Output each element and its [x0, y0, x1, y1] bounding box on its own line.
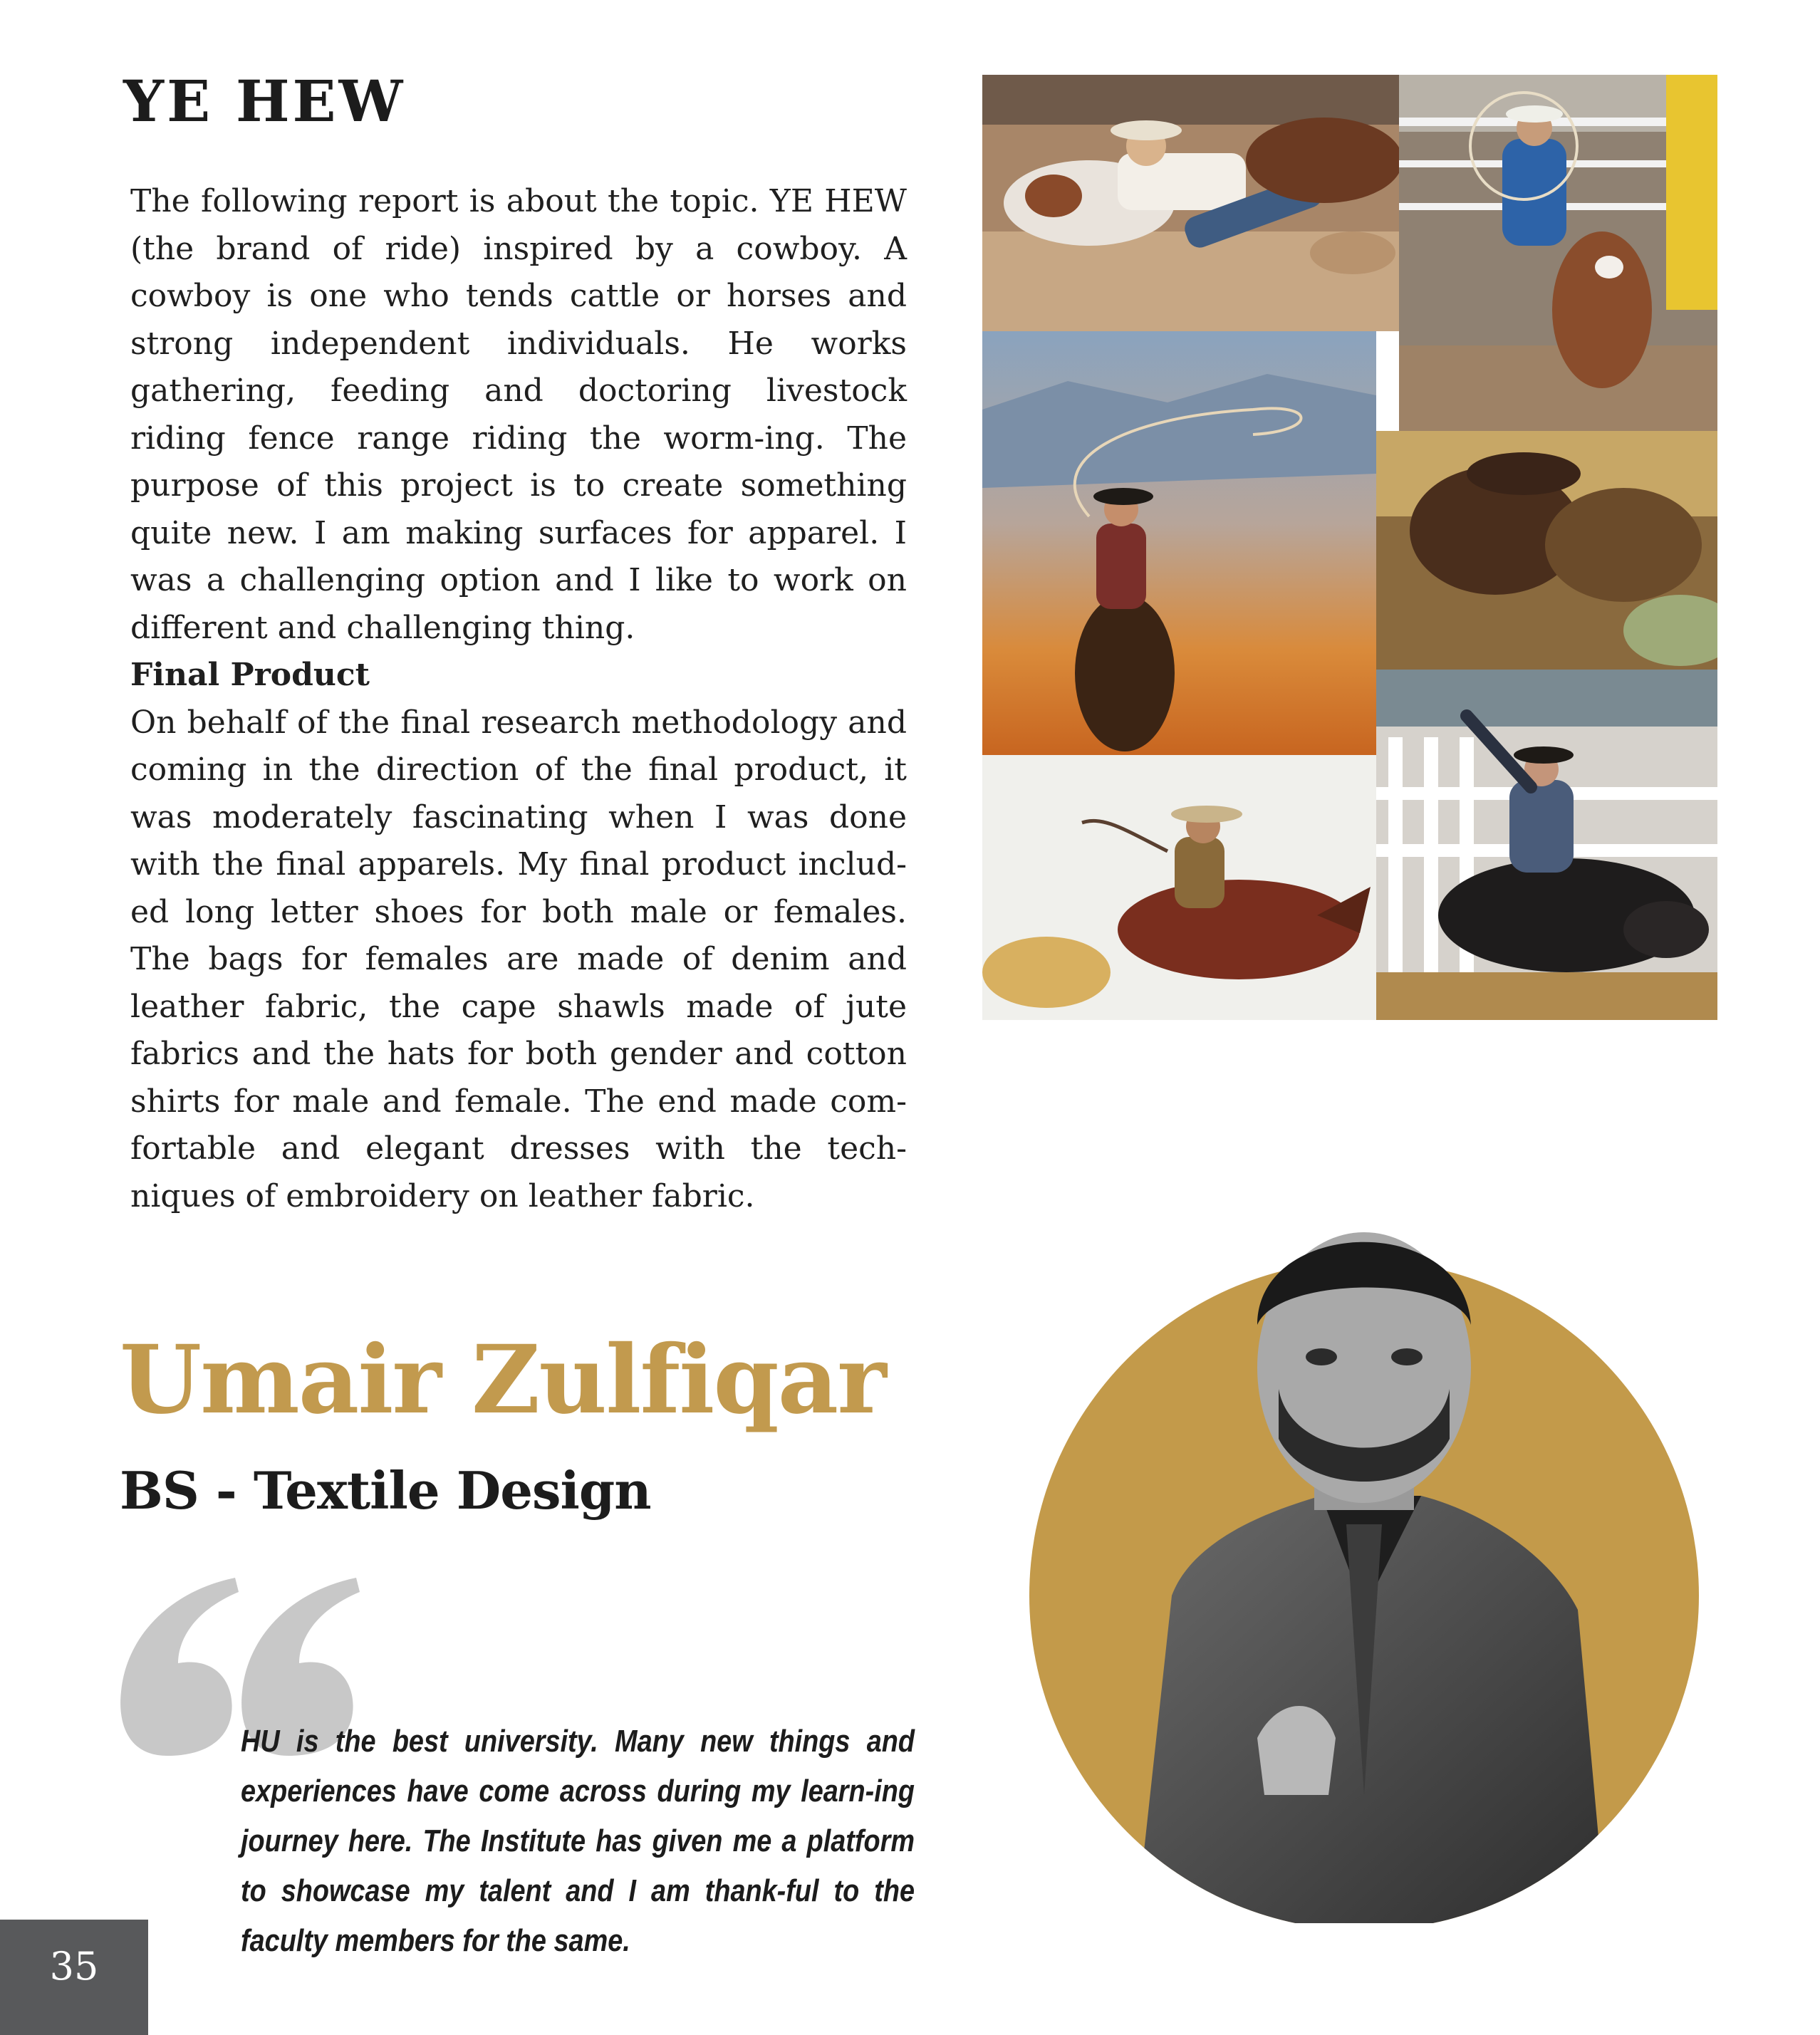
cowboy-image-collage: [982, 75, 1717, 1020]
steer-wrestling-photo: [982, 75, 1403, 331]
calf-roping-photo: [1399, 75, 1717, 431]
final-product-paragraph: On behalf of the final research methodology and coming in the direction of the final product, it was moderately fascinating when I was done with the final apparels. My final product includ-ed long letter shoes for both male or females. The bags for females are made of denim and leather fabric, the cape shawls made of jute fabrics and the hats for both gender and cotton shirts for male and female. The end made com-fortable and elegant dresses with the tech-niques of embroidery on leather fabric.: [130, 704, 907, 1214]
intro-paragraph: The following report is about the topic. YE HEW (the brand of ride) inspired by a cowboy. A cowboy is one who tends cattle or horses and strong independent individuals. He works gathering, feeding and doctoring livestock riding fence range riding the worm-ing. The purpose of this project is to create something quite new. I am making surfaces for apparel. I was a challenging option and I like to work on different and challenging thing.: [130, 183, 907, 646]
cowboy-painting: [1376, 431, 1717, 673]
student-name: Umair Zulfiqar: [120, 1325, 885, 1435]
testimonial-quote: HU is the best university. Many new things and experiences have come across during my learn-ing journey here. The Institute has given me a platform to showcase my talent and I am thank-ful to the faculty members for the same.: [241, 1724, 915, 1958]
program-name: BS - Textile Design: [120, 1460, 651, 1521]
student-portrait: [1022, 1154, 1706, 1923]
lasso-rider-photo: [982, 331, 1376, 759]
bull-riding-photo: [1376, 670, 1717, 1020]
page-number: 35: [49, 1944, 99, 1989]
article-body: [130, 178, 907, 1220]
final-product-heading: Final Product: [130, 657, 370, 693]
article-title: YE HEW: [123, 68, 406, 135]
galloping-cowboy-sketch: [982, 755, 1385, 1020]
